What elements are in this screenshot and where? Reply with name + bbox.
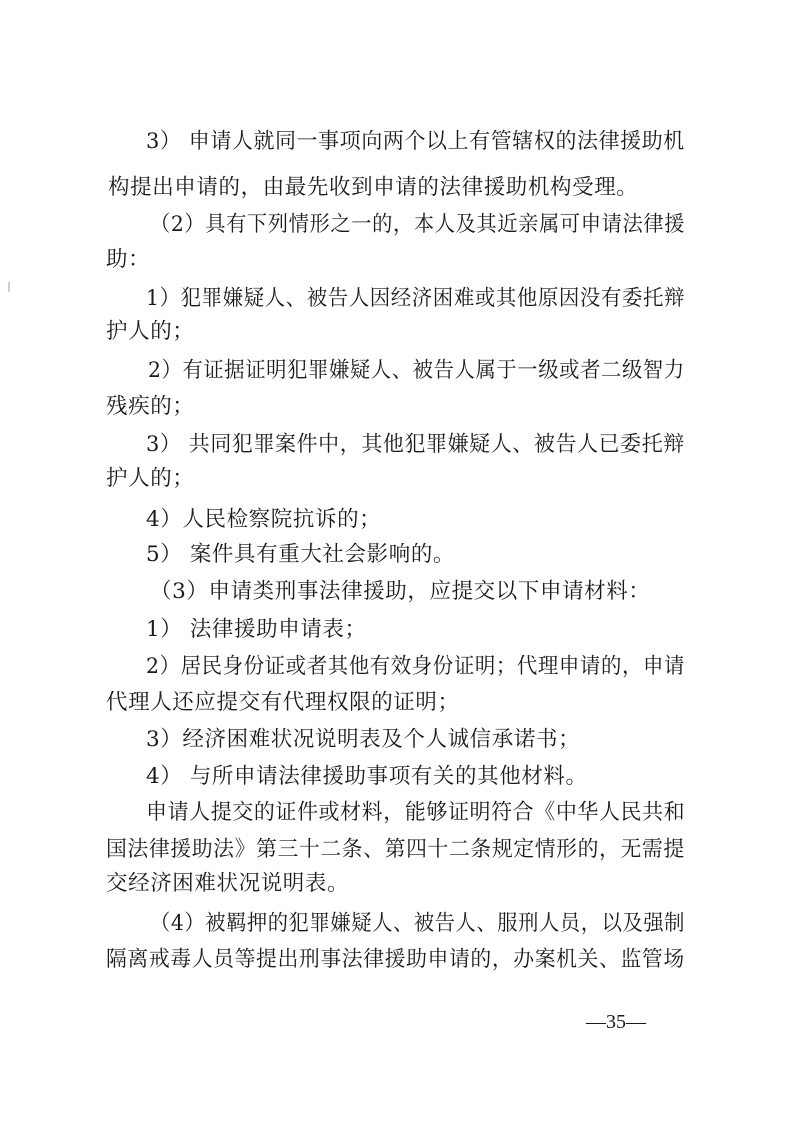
- text-line: 3）经济困难状况说明表及个人诚信承诺书；: [146, 727, 581, 752]
- page-number: —35—: [586, 1011, 646, 1033]
- text-line: 2）居民身份证或者其他有效身份证明；代理申请的，申请: [146, 654, 686, 679]
- text-line: 护人的；: [106, 319, 195, 344]
- text-line: 1） 法律援助申请表；: [146, 617, 367, 642]
- text-line: 护人的；: [106, 466, 195, 491]
- text-line: 交经济困难状况说明表。: [106, 871, 350, 896]
- text-line: 构提出申请的，由最先收到申请的法律援助机构受理。: [108, 175, 639, 200]
- text-line: （3）申请类刑事法律援助，应提交以下申请材料：: [150, 579, 651, 604]
- text-line: 国法律援助法》第三十二条、第四十二条规定情形的，无需提: [106, 837, 685, 862]
- text-line: 3） 申请人就同一事项向两个以上有管辖权的法律援助机: [146, 129, 685, 154]
- text-line: 1）犯罪嫌疑人、被告人因经济困难或其他原因没有委托辩: [146, 286, 686, 311]
- text-line: （4）被羁押的犯罪嫌疑人、被告人、服刑人员，以及强制: [150, 911, 686, 936]
- text-line: 4） 与所申请法律援助事项有关的其他材料。: [146, 764, 588, 789]
- text-line: 申请人提交的证件或材料，能够证明符合《中华人民共和: [146, 800, 686, 825]
- text-line: 5） 案件具有重大社会影响的。: [146, 542, 456, 567]
- text-line: 代理人还应提交有代理权限的证明；: [106, 690, 460, 715]
- text-line: （2）具有下列情形之一的，本人及其近亲属可申请法律援: [150, 212, 686, 237]
- text-line: 助：: [106, 247, 151, 272]
- text-line: 残疾的；: [106, 394, 195, 419]
- text-line: 2）有证据证明犯罪嫌疑人、被告人属于一级或者二级智力: [148, 358, 685, 383]
- text-line: 3） 共同犯罪案件中，其他犯罪嫌疑人、被告人已委托辩: [146, 432, 685, 457]
- text-line: 4）人民检察院抗诉的；: [146, 507, 382, 532]
- text-line: 隔离戒毒人员等提出刑事法律援助申请的，办案机关、监管场: [106, 947, 685, 972]
